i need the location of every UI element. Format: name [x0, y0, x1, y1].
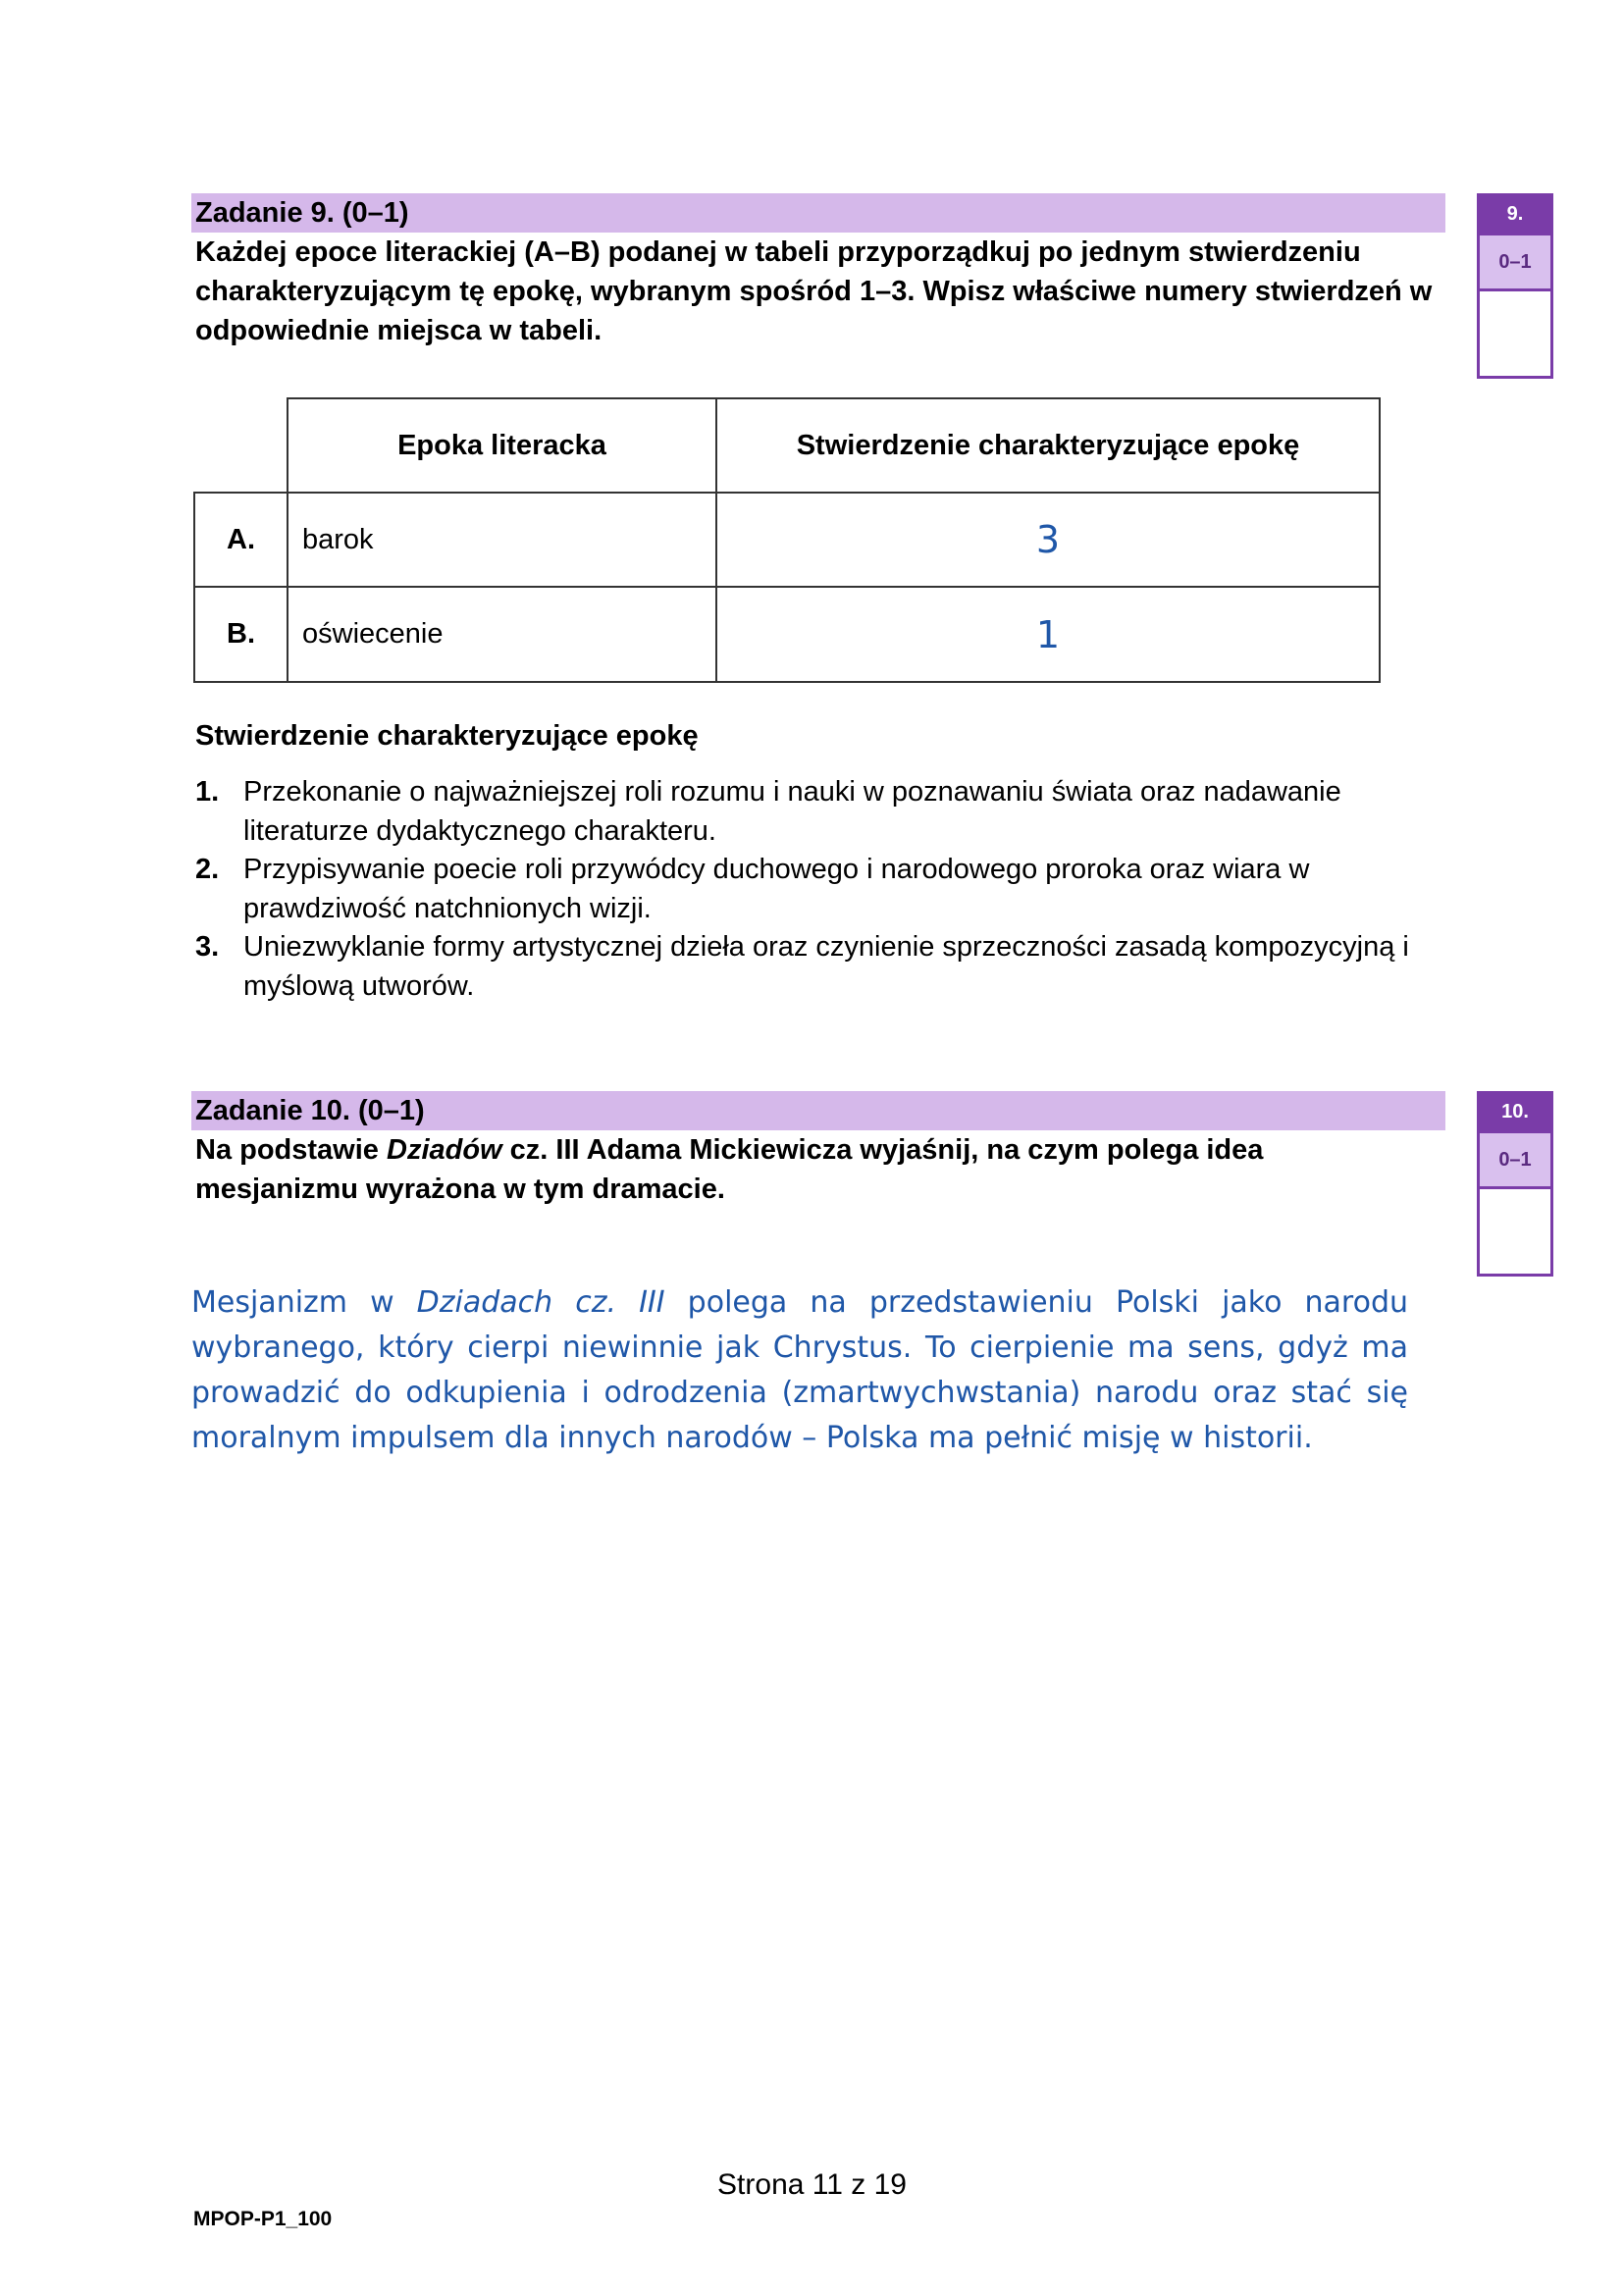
task-10-instruction-post: cz. III Adama Mickiewicza wyjaśnij, na czym polega idea mesjanizmu wyrażona w tym dramacie. [195, 1134, 1264, 1205]
statements-heading: Stwierdzenie charakteryzujące epokę [195, 720, 699, 752]
table-row-epoch-a: barok [287, 492, 717, 588]
statement-text: Uniezwyklanie formy artystycznej dzieła oraz czynienie sprzeczności zasadą kompozycyjną i myślową utworów. [243, 931, 1409, 1002]
statement-item [195, 850, 1471, 928]
answer-post: polega na przedstawieniu Polski jako narodu wybranego, który cierpi niewinnie jak Chrystus. To cierpienie ma sens, gdyż ma prowadzić do odkupienia i odrodzenia (zmartwychwstania) narodu oraz stać się moralnym impulsem dla innych narodów – Polska ma pełnić misję w historii. [191, 1285, 1408, 1455]
task-10-score-box [1477, 1091, 1553, 1277]
task-9-score-number: 9. [1480, 196, 1550, 233]
statement-text: Przekonanie o najważniejszej roli rozumu i nauki w poznawaniu świata oraz nadawanie literaturze dydaktycznego charakteru. [243, 776, 1341, 847]
page-number: Strona 11 z 19 [717, 2168, 907, 2201]
statement-number: 2. [195, 854, 220, 885]
task-10-score-field[interactable] [1480, 1186, 1550, 1274]
task-9-title: Zadanie 9. (0–1) [195, 197, 409, 229]
task-9-score-field[interactable] [1480, 288, 1550, 376]
task-10-title: Zadanie 10. (0–1) [195, 1095, 425, 1126]
task-10-score-range: 0–1 [1480, 1130, 1550, 1186]
table-row-answer-b[interactable]: 1 [715, 586, 1381, 683]
statement-item [195, 927, 1471, 1006]
table-row-label-a: A. [193, 492, 288, 588]
task-10-instruction-title: Dziadów [387, 1134, 502, 1166]
statement-number: 3. [195, 931, 220, 963]
table-header-epoch: Epoka literacka [287, 397, 717, 494]
table-row-epoch-b: oświecenie [287, 586, 717, 683]
answer-pre: Mesjanizm w [191, 1285, 417, 1320]
task-9-score-range: 0–1 [1480, 233, 1550, 288]
task-10-instruction-pre: Na podstawie [195, 1134, 387, 1166]
table-row-answer-a[interactable]: 3 [715, 492, 1381, 588]
task-10-score-number: 10. [1480, 1094, 1550, 1130]
table-row-label-b: B. [193, 586, 288, 683]
task-9-instruction: Każdej epoce literackiej (A–B) podanej w tabeli przyporządkuj po jednym stwierdzeniu charakteryzującym tę epokę, wybranym spośród 1–3. Wpisz właściwe numery stwierdzeń w odpowiednie miejsca w tabeli. [195, 236, 1433, 346]
answer-title: Dziadach cz. III [416, 1285, 665, 1320]
statement-text: Przypisywanie poecie roli przywódcy duchowego i narodowego proroka oraz wiara w prawdziwość natchnionych wizji. [243, 854, 1310, 924]
table-header-statement: Stwierdzenie charakteryzujące epokę [715, 397, 1381, 494]
statement-item [195, 772, 1471, 851]
document-code: MPOP-P1_100 [193, 2208, 333, 2230]
statement-number: 1. [195, 776, 220, 808]
task-10-answer-text[interactable] [191, 1280, 1408, 1461]
task-10-instruction [195, 1130, 1353, 1209]
task-9-score-box [1477, 193, 1553, 379]
